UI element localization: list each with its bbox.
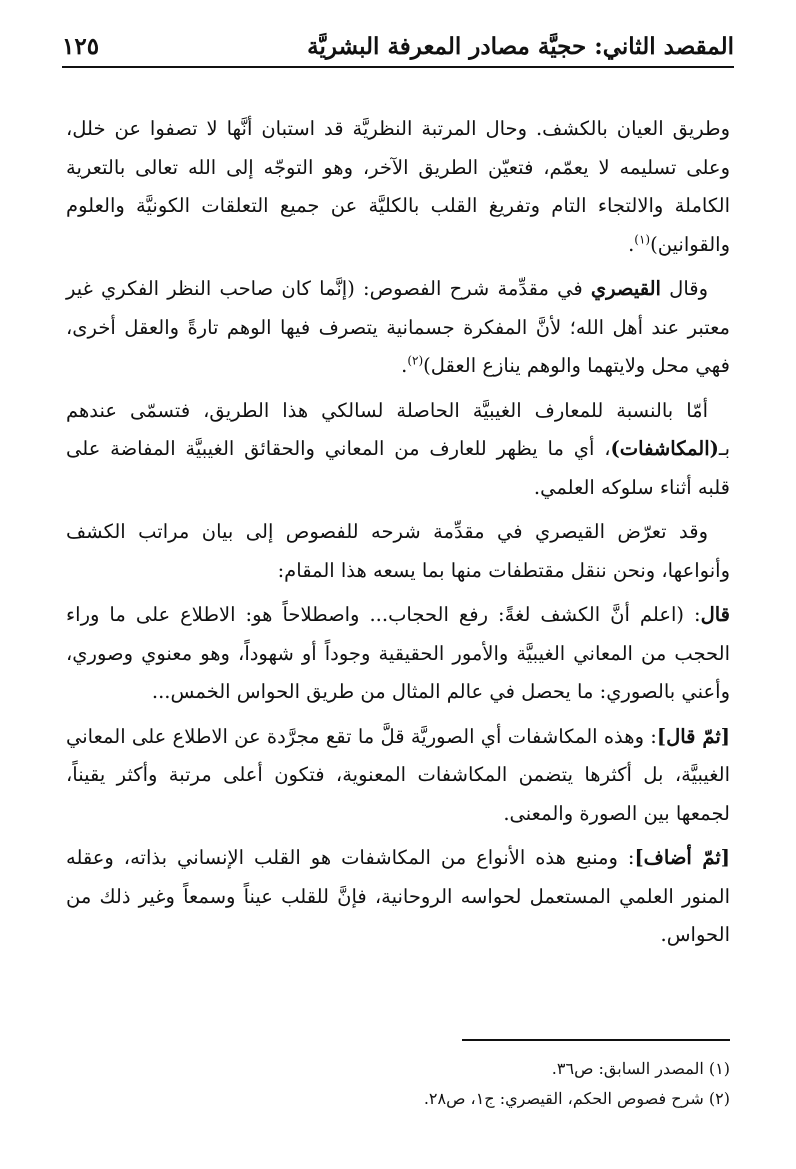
footnote-1: (١) المصدر السابق: ص٣٦. xyxy=(551,1059,730,1078)
paragraph-7-lead: [ثمّ أضاف] xyxy=(634,846,730,869)
paragraph-5-text: : (اعلم أنَّ الكشف لغةً: رفع الحجاب... واصطلاحاً هو: الاطلاع على ما وراء الحجب من المعاني الغيبيَّة والأمور الحقيقية وجوداً أو شهوداً، وهو معنوي وصوري، وأعني بالصوري: ما يحصل في عالم المثال من طريق الحواس الخمس... xyxy=(66,603,730,703)
footnote-divider xyxy=(462,1039,730,1041)
running-head: المقصد الثاني: حجيَّة مصادر المعرفة البشريَّة xyxy=(307,33,734,60)
paragraph-1-text: وطريق العيان بالكشف. وحال المرتبة النظريَّة قد استبان أنَّها لا تصفوا عن خلل، وعلى تسليمه لا يعمّم، فتعيّن الطريق الآخر، وهو التوجّه إلى الله تعالى بالتعرية الكاملة والالتجاء التام وتفريغ القلب بالكليَّة عن جميع التعلقات الكونيَّة والعلوم والقوانين) xyxy=(66,117,730,256)
paragraph-2-lead: وقال xyxy=(660,277,709,300)
paragraph-6-text: : وهذه المكاشفات أي الصوريَّة قلَّ ما تقع مجرَّدة عن الاطلاع على المعاني الغيبيَّة، بل أكثرها يتضمن المكاشفات المعنوية، فتكون أعلى مرتبة وأكثر يقيناً، لجمعها بين الصورة والمعنى. xyxy=(66,724,730,825)
paragraph-2-text: في مقدِّمة شرح الفصوص: (إنَّما كان صاحب النظر الفكري غير معتبر عند أهل الله؛ لأنَّ المفكرة جسمانية يتصرف فيها الوهم تارةً والعقل أخرى، فهي محل ولايتهما والوهم ينازع العقل) xyxy=(66,277,730,377)
page-number: ١٢٥ xyxy=(62,33,100,60)
paragraph-4 xyxy=(66,513,730,590)
paragraph-3 xyxy=(66,392,730,508)
paragraph-5 xyxy=(66,596,730,712)
paragraph-7 xyxy=(66,839,730,955)
paragraph-6-lead: [ثمّ قال] xyxy=(656,724,730,748)
footnote-2: (٢) شرح فصوص الحكم، القيصري: ج١، ص٢٨. xyxy=(423,1089,730,1108)
paragraph-5-lead: قال xyxy=(700,603,730,626)
paragraph-2 xyxy=(66,270,730,386)
paragraph-7-text: : ومنبع هذه الأنواع من المكاشفات هو القلب الإنساني بذاته، وعقله المنور العلمي المستعمل لحواسه الروحانية، فإنَّ للقلب عيناً وسمعاً وغير ذلك من الحواس. xyxy=(66,846,730,946)
paragraph-4-text: وقد تعرّض القيصري في مقدِّمة شرحه للفصوص إلى بيان مراتب الكشف وأنواعها، ونحن ننقل مقتطفات منها بما يسعه هذا المقام: xyxy=(66,520,730,582)
paragraph-3-text-a: أمّا بالنسبة للمعارف الغيبيَّة الحاصلة لسالكي هذا الطريق، فتسمّى عندهم بـ xyxy=(66,398,730,460)
author-name-qaysari: القيصري xyxy=(590,277,661,300)
footnotes xyxy=(66,1054,730,1114)
paragraph-6 xyxy=(66,718,730,834)
body-text xyxy=(66,110,730,961)
term-mukashafat: (المكاشفات) xyxy=(610,437,719,460)
paragraph-1-end: . xyxy=(628,232,635,256)
paragraph-2-end: . xyxy=(401,354,408,377)
paragraph-1 xyxy=(66,110,730,264)
paragraph-3-text-b: ، أي ما يظهر للعارف من المعاني والحقائق الغيبيَّة المفاضة على قلبه أثناء سلوكه العلمي. xyxy=(66,437,730,499)
footnote-ref-2[interactable]: (٢) xyxy=(407,353,424,368)
page-header xyxy=(62,28,734,68)
footnote-ref-1[interactable]: (١) xyxy=(634,232,651,246)
